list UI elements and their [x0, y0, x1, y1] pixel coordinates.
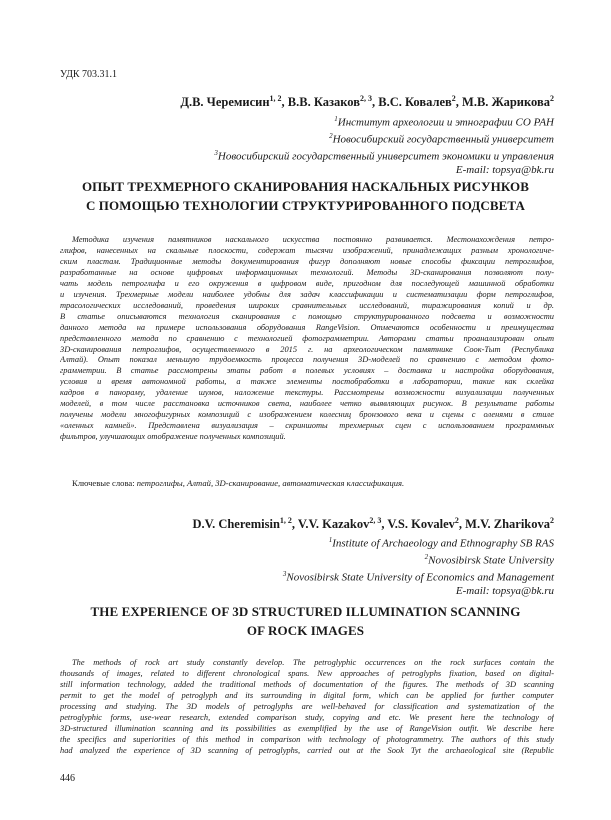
email: E-mail: topsya@bk.ru [455, 164, 554, 177]
ru-article-title: ОПЫТ ТРЕХМЕРНОГО СКАНИРОВАНИЯ НАСКАЛЬНЫХ РИСУНКОВ С ПОМОЩЬЮ ТЕХНОЛОГИИ СТРУКТУРИРОВАННОГО ПОДСВЕТА [81, 179, 530, 213]
keywords-text: петроглифы, Алтай, 3D-сканирование, автоматическая классификация. [136, 478, 405, 488]
abstract-line: и изучения. Трехмерные модели наиболее удобны для задач классификации и систематизации форм петроглифов, [60, 289, 554, 299]
abstract-line: 3D-structured illumination scanning and its possibilities as exemplified by the use of RangeVision outfit. We describe here [60, 723, 554, 733]
en-article-title: THE EXPERIENCE OF 3D STRUCTURED ILLUMINATION SCANNING OF ROCK IMAGES [90, 604, 521, 638]
author-affil-sup: 1, 2 [269, 94, 282, 103]
abstract-line: processing and studying. The 3D models of petroglyphs are well-behaved for classification and systematization of the [60, 701, 554, 711]
email: E-mail: topsya@bk.ru [455, 585, 554, 598]
author-affil-sup: 2, 3 [360, 94, 372, 103]
en-abstract [60, 658, 554, 757]
abstract-line: The methods of rock art study constantly develop. The petroglyphic occurrences on the rock surfaces contain the [72, 658, 554, 667]
author-affil-sup: 2 [451, 94, 456, 103]
abstract-line: Алтай). Опыт показал меньшую трудоемкость процесса получения 3D-моделей по сравнению с методом фото- [60, 355, 554, 365]
abstract-line: кадров в панораму, удаление шумов, наложение текстуры. Рассмотрены возможности визуализации полученных [60, 388, 554, 398]
author-name: В.С. Ковалев [378, 95, 452, 110]
abstract-line: грамметрии. В статье рассмотрены этапы работ в полевых условиях – доставка и настройка оборудования, [60, 366, 554, 376]
author-name: Д.В. Черемисин [180, 95, 270, 110]
abstract-line: получены модели многофигурных композиций с изображением колесниц бронзового века и сцены с оленями в стиле [60, 410, 554, 420]
affiliation-line: $^1$Институт археологии и этнографии СО РАН [334, 115, 554, 129]
abstract-line: В статье описываются технология сканирования с помощью структурированного подсвета и возможности [60, 311, 554, 321]
affiliation-line: $^2$Novosibirsk State University [424, 553, 554, 567]
abstract-line: моделей, в том числе расстановка источников света, наиболее четко выявляющих рисунок. В результате работы [60, 399, 554, 409]
abstract-line: данного метода на примере использования оборудования RangeVision. Отмечаются особенности и преимущества [60, 322, 554, 332]
abstract-line: фильтров, улучшающих отображение полученных композиций. [60, 432, 286, 442]
udk-code: УДК 703.31.1 [60, 69, 118, 80]
ru-affiliations [214, 113, 554, 178]
abstract-line: представленного метода по сравнению с технологией фотограмметрии. Авторами статьи проанализирован опыт [60, 333, 554, 343]
ru-authors: Д.В. Черемисин$^{1, 2}$, В.В. Казаков$^{2, 3}$, В.С. Ковалев$^2$, М.В. Жарикова$^2$ [180, 94, 554, 110]
affiliation-line: $^1$Institute of Archaeology and Ethnography SB RAS [328, 536, 554, 550]
abstract-line: глифов, нанесенных на скальные плоскости, содержат тысячи изображений, принадлежащих разным хронологиче- [60, 245, 554, 255]
abstract-line: had analyzed the experience of 3D scanning of petroglyphs, carried out at the Sook Tyt the archaeological site (Republic [60, 745, 554, 755]
author-name: V.V. Kazakov [297, 517, 370, 532]
abstract-line: Методика изучения памятников наскального искусства постоянно развивается. Местонахождения петро- [72, 235, 554, 244]
author-name: В.В. Казаков [287, 95, 360, 110]
author-name: D.V. Cheremisin [192, 517, 280, 532]
abstract-line: permit to get the model of petroglyph and its surrounding in digital form, which can be applied for further computer [60, 690, 554, 700]
abstract-line: трасологических исследований, проведения широких сравнительных исследований, тиражирования копий и др. [60, 300, 554, 310]
affiliation-line: $^3$Novosibirsk State University of Economics and Management [282, 570, 554, 584]
author-affil-sup: 2 [550, 94, 554, 103]
abstract-line: thousands of images, related to different chronological spans. New approaches of petroglyphs fixation, based on digital- [60, 668, 554, 678]
ru-abstract [60, 235, 554, 443]
keywords-label: Ключевые слова: [72, 478, 137, 488]
author-affil-sup: 1, 2 [279, 516, 292, 525]
abstract-line: still information technology, added the traditional methods of documentation of the figures. The methods of 3D scanning [60, 679, 554, 689]
abstract-line: the specifics and superiorities of this method in comparison with technology of photogrammetry. The authors of this study [60, 734, 554, 744]
abstract-line: разработанные на основе цифровых информационных технологий. Методы 3D-сканирования позволяют полу- [60, 267, 554, 277]
en-affiliations [283, 534, 554, 599]
abstract-line: petroglyphic forms, use-wear research, extended comparison study, copying and etc. We present here the technology of [60, 712, 554, 722]
affiliation-line: $^3$Новосибирский государственный университет экономики и управления [214, 149, 554, 163]
author-affil-sup: 2 [550, 516, 554, 525]
page-number: 446 [60, 773, 75, 784]
author-name: V.S. Kovalev [387, 517, 455, 532]
author-name: M.V. Zharikova [465, 517, 550, 532]
abstract-line: «оленных камней». Представлена визуализация – скриншоты трехмерных сцен с использованием программных [60, 421, 554, 431]
author-affil-sup: 2, 3 [369, 516, 382, 525]
ru-keywords [72, 478, 404, 488]
author-affil-sup: 2 [454, 516, 459, 525]
abstract-line: чать модель петроглифа и его окружения в цифровом виде, пригодном для последующей машинной обработки [60, 278, 554, 288]
abstract-line: условия и время автономной работы, а также элементы постобработки в лаборатории, такие как склейка [60, 377, 554, 387]
en-authors: D.V. Cheremisin$^{1, 2}$, V.V. Kazakov$^{2, 3}$, V.S. Kovalev$^2$, M.V. Zharikova$^2$ [192, 516, 554, 532]
author-name: М.В. Жарикова [462, 95, 550, 110]
abstract-line: ским пластам. Традиционные методы документирования фигур дополняют новые способы фиксации петроглифов, [60, 256, 554, 266]
abstract-line: 3D-сканирования петроглифов, осуществленного в 2015 г. на археологическом памятнике Соок-Тыт (Республика [60, 344, 554, 354]
affiliation-line: $^2$Новосибирский государственный университет [329, 132, 554, 146]
